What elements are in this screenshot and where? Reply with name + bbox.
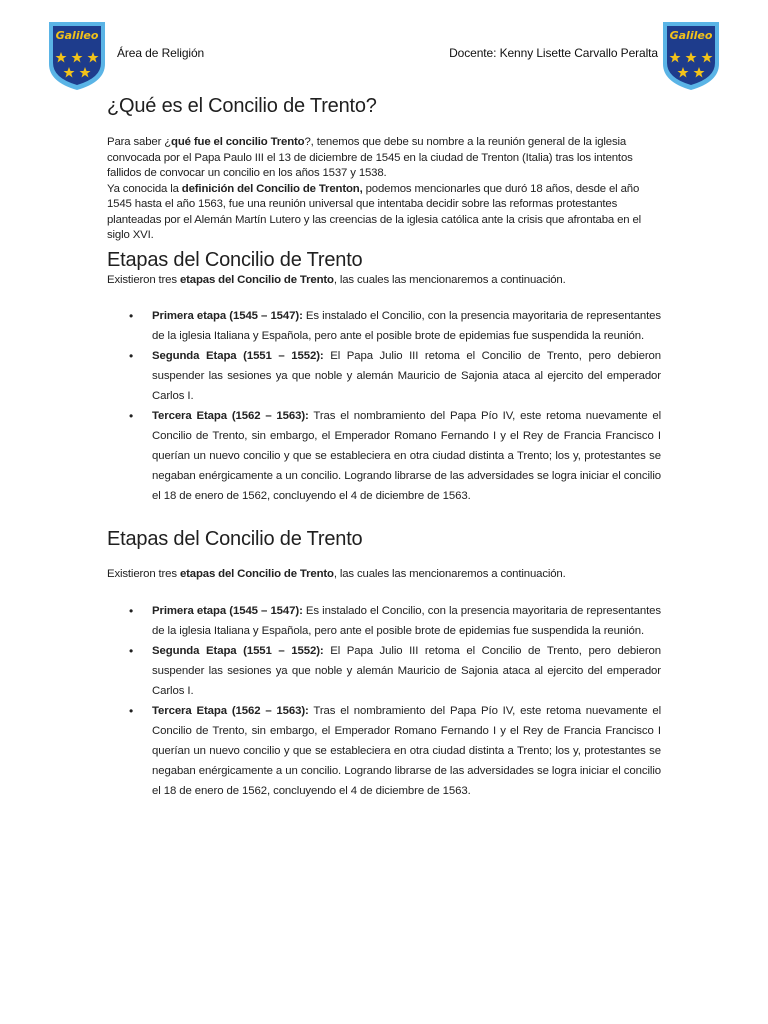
school-logo-right	[661, 20, 721, 92]
section-heading: Etapas del Concilio de Trento	[107, 248, 363, 271]
list-item: • Primera etapa (1545 – 1547): Es instalado el Concilio, con la presencia mayoritaria de representantes de la iglesia Italiana y Española, pero ante el posible brote de epidemias fue suspendida la reunión.	[107, 601, 661, 641]
logo-wordmark: Galileo	[669, 29, 713, 42]
list-item: • Segunda Etapa (1551 – 1552): El Papa Julio III retoma el Concilio de Trento, pero debieron suspender las sesiones ya que noble y alemán Mauricio de Sajonia ataca al ejercito del emperador Carlos I.	[107, 641, 661, 701]
section-intro: Existieron tres etapas del Concilio de Trento, las cuales las mencionaremos a continuación.	[107, 568, 566, 580]
section-heading: Etapas del Concilio de Trento	[107, 528, 363, 550]
intro-paragraph-2: Ya conocida la definición del Concilio de Trenton, podemos mencionarles que duró 18 años, desde el año 1545 hasta el año 1563, fue una reunión universal que intentaba decidir sobre las reformas protestantes planteadas por el Alemán Martín Lutero y las creencias de la iglesia católica ante la crisis que afrontaba en el siglo XVI.	[107, 182, 642, 241]
list-item: • Tercera Etapa (1562 – 1563): Tras el nombramiento del Papa Pío IV, este retoma nuevamente el Concilio de Trento, sin embargo, el Emperador Romano Fernando I y el Rey de Francia Francisco I querían un nuevo concilio y que se estableciera en otra ciudad distinta a Trento; los y, protestantes se negaban enérgicamente a un concilio. Logrando librarse de las adversidades se logra iniciar el concilio el 18 de enero de 1562, concluyendo el 4 de diciembre de 1563.	[107, 406, 661, 506]
document-body	[107, 92, 661, 801]
logo-wordmark: Galileo	[55, 29, 99, 42]
school-logo-left	[47, 20, 107, 92]
header-teacher: Docente: Kenny Lisette Carvallo Peralta	[449, 46, 658, 60]
list-item: • Tercera Etapa (1562 – 1563): Tras el nombramiento del Papa Pío IV, este retoma nuevamente el Concilio de Trento, sin embargo, el Emperador Romano Fernando I y el Rey de Francia Francisco I querían un nuevo concilio y que se estableciera en otra ciudad distinta a Trento; los y, protestantes se negaban enérgicamente a un concilio. Logrando librarse de las adversidades se logra iniciar el concilio el 18 de enero de 1562, concluyendo el 4 de diciembre de 1563.	[107, 701, 661, 801]
stages-list	[107, 601, 661, 801]
intro-paragraph-1: Para saber ¿qué fue el concilio Trento?, tenemos que debe su nombre a la reunión general de la iglesia convocada por el Papa Paulo III el 13 de diciembre de 1545 en la ciudad de Trenton (Italia) tras los intentos fallidos de convocar un concilio en los años 1537 y 1538.	[107, 136, 633, 179]
section-intro: Existieron tres etapas del Concilio de Trento, las cuales las mencionaremos a continuación.	[107, 273, 566, 286]
page-title: ¿Qué es el Concilio de Trento?	[107, 95, 377, 117]
stages-list	[107, 306, 661, 506]
list-item: • Primera etapa (1545 – 1547): Es instalado el Concilio, con la presencia mayoritaria de representantes de la iglesia Italiana y Española, pero ante el posible brote de epidemias fue suspendida la reunión.	[107, 306, 661, 346]
header-area: Área de Religión	[117, 46, 205, 60]
list-item: • Segunda Etapa (1551 – 1552): El Papa Julio III retoma el Concilio de Trento, pero debieron suspender las sesiones ya que noble y alemán Mauricio de Sajonia ataca al ejercito del emperador Carlos I.	[107, 346, 661, 406]
